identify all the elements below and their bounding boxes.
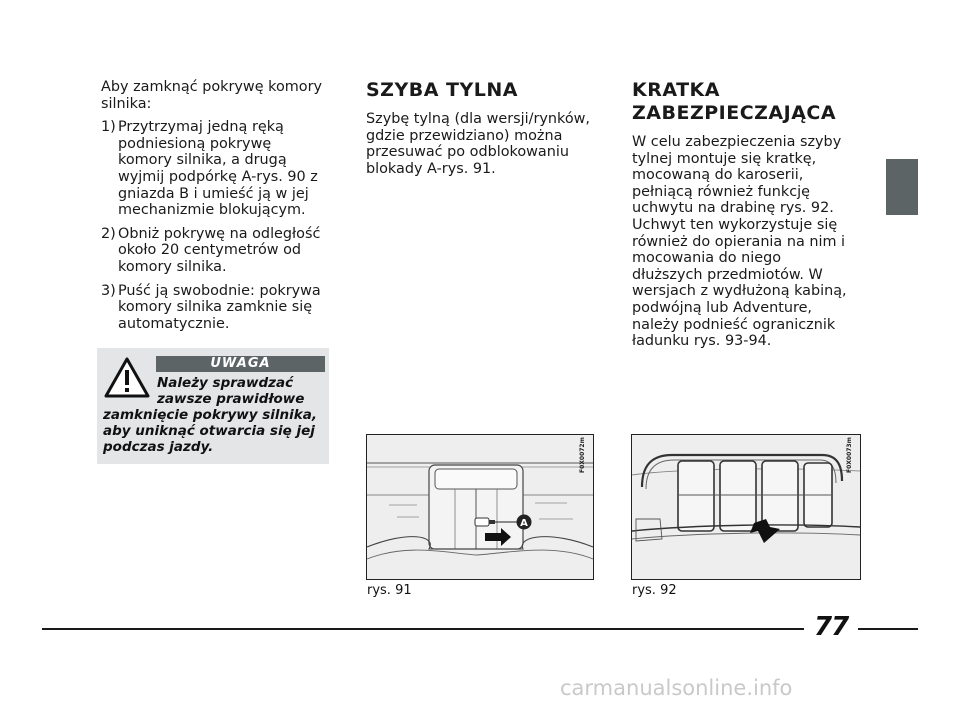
warning-text-first: Należy sprawdzać zawsze prawidłowe — [157, 375, 305, 407]
page-number: 77 — [814, 612, 849, 642]
warning-text-rest: zamknięcie pokrywy silnika, aby uniknąć otwarcia się jej podczas jazdy. — [103, 407, 317, 455]
footer-rule-right — [858, 628, 918, 630]
watermark: carmanualsonline.info — [560, 676, 793, 700]
section-heading-grille — [632, 79, 854, 125]
warning-text — [103, 375, 325, 455]
footer-rule — [42, 628, 804, 630]
step-text: Przytrzymaj jedną ręką podniesioną pokrywę komory silnika, a drugą wyjmij podpórkę A-rys. 90 z gniazda B i umieść ją w jej mechanizmie blokującym. — [118, 119, 318, 219]
figure-code: F0X0073m — [846, 437, 853, 473]
figure-caption-92: rys. 92 — [632, 583, 677, 598]
list-item — [101, 119, 329, 219]
step-number: 2) — [101, 225, 116, 242]
list-item — [101, 283, 329, 333]
marker-a: A — [520, 518, 528, 529]
heading-line-2: ZABEZPIECZAJĄCA — [632, 102, 837, 124]
chapter-tab — [886, 159, 918, 215]
figure-92 — [631, 434, 861, 580]
section-heading-rear-window: SZYBA TYLNA — [366, 79, 518, 101]
list-item — [101, 226, 329, 276]
steps-list — [101, 119, 329, 332]
step-text: Puść ją swobodnie: pokrywa komory silnika zamknie się automatycznie. — [118, 282, 321, 332]
figure-code: F0X0072m — [579, 437, 586, 473]
protective-grille-illustration — [632, 435, 860, 579]
middle-column — [366, 79, 598, 177]
warning-label: UWAGA — [156, 356, 325, 372]
rear-window-text: Szybę tylną (dla wersji/rynków, gdzie przewidziano) można przesuwać po odblokowaniu blokady A-rys. 91. — [366, 111, 590, 177]
step-text: Obniż pokrywę na odległość około 20 centymetrów od komory silnika. — [118, 225, 321, 275]
step-number: 1) — [101, 119, 116, 136]
rear-window-illustration — [367, 435, 593, 579]
step-number: 3) — [101, 282, 116, 299]
warning-box — [97, 348, 329, 464]
right-column — [632, 79, 854, 350]
figure-caption-91: rys. 91 — [367, 583, 412, 598]
figure-91 — [366, 434, 594, 580]
left-column — [101, 79, 329, 339]
heading-line-1: KRATKA — [632, 79, 720, 101]
intro-text: Aby zamknąć pokrywę komory silnika: — [101, 79, 323, 112]
grille-text: W celu zabezpieczenia szyby tylnej montuje się kratkę, mocowaną do karoserii, pełniącą również funkcję uchwytu na drabinę rys. 92. Uchwyt ten wykorzystuje się również do opierania na nim i mocowania do niego dłuższych przedmiotów. W wersjach z wydłużoną kabiną, podwójną lub Adventure, należy podnieść ogranicznik ładunku rys. 93-94. — [632, 134, 847, 350]
